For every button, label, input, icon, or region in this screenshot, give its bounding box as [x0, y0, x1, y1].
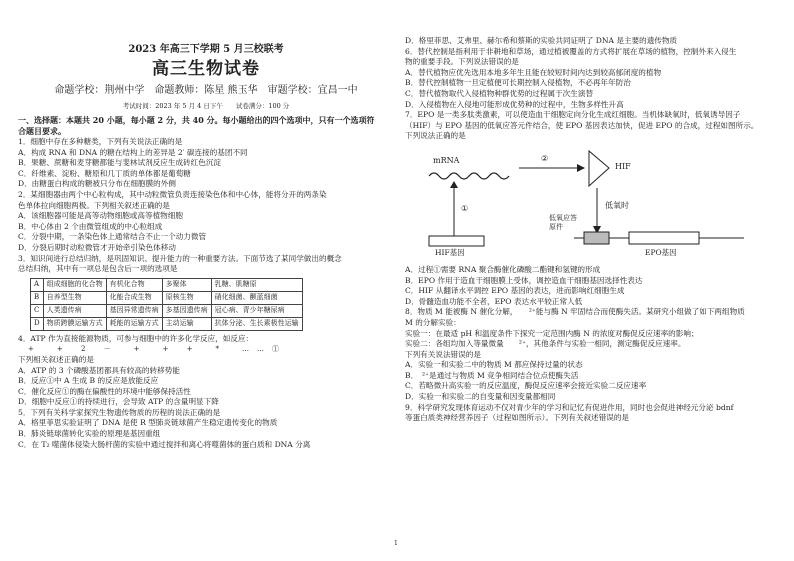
question-stem: 7．EPO 是一类多肽类激素，可以使造血干细胞定向分化生成红细胞。当机体缺氧时，低氧诱导因子	[405, 110, 741, 120]
option: B．肺炎链球菌转化实验的原理是基因重组	[18, 429, 161, 439]
question-5	[18, 408, 394, 450]
table-cell: 耗能的运输方式	[106, 317, 162, 330]
option: A．过程①需要 RNA 聚合酶催化磷酸二酯键和氢键的形成	[405, 264, 601, 274]
question-stem: 总结归纳，其中有一项总是包含后一项的选项是	[18, 264, 178, 274]
question-stem: 下列有关说法错误的是	[405, 349, 481, 359]
option: A．替代植物应优先选用本地多年生且能在较短时间内达到较高郁闭度的植物	[405, 67, 662, 77]
table-cell: 多基因遗传病	[162, 304, 211, 317]
option: B．中心体由 2 个由微管组成的中心粒组成	[18, 221, 163, 231]
left-column	[18, 0, 394, 450]
question-stem: 8．物质 M 能被酶 N 催化分解， ²⁺能与酶 N 牢固结合而使酶失活。某研究小组做了如下两组物质	[405, 307, 745, 317]
question-2	[18, 190, 394, 254]
option: A．ATP 的 3 个磷酸基团都具有较高的转移势能	[18, 365, 180, 375]
question-stem: 5．下列有关科学家探究生物遗传物质的历程的说法正确的是	[18, 407, 221, 417]
table-cell: D	[31, 317, 44, 330]
table-cell: A	[31, 278, 44, 291]
question-1	[18, 137, 394, 190]
option: D．骨髓造血功能不全者，EPO 表达水平较正常人低	[405, 296, 583, 306]
question-stem: 9．科学研究发现体育运动不仅对青少年的学习和记忆有促进作用，同时也会促进神经元分泌 bdnf	[405, 402, 734, 412]
table-row	[31, 304, 303, 317]
label-step1: ①	[461, 203, 469, 213]
question-stem: 物的重要手段。下列说法错误的是	[405, 57, 519, 67]
option: D．分裂后期时动粒微管才开始牵引染色体移动	[18, 242, 176, 252]
table-cell: 物质跨膜运输方式	[43, 317, 106, 330]
option: C．替代植物取代入侵植物种群优势的过程属于次生演替	[405, 88, 594, 98]
question-stem: 实验一：在最适 pH 和温度条件下探究一定范围内酶 N 的浓度对酶促反应速率的影响；	[405, 328, 699, 338]
exam-meta: 考试时间：2023 年 5 月 4 日下午 试卷满分：100 分	[122, 102, 290, 110]
epo-gene-box	[629, 232, 699, 244]
question-stem: 色单体拉向细胞两极。下列相关叙述正确的是	[18, 200, 170, 210]
authors-line: 命题学校：荆州中学 命题教师：陈星 熊玉华 审题学校：宜昌一中	[54, 85, 358, 96]
table-row	[31, 278, 303, 291]
label-step2: ②	[541, 153, 549, 163]
question-4	[18, 334, 394, 408]
option: C．HIF 从翻译水平调控 EPO 基因的表达，进而影响红细胞生成	[405, 286, 625, 296]
label-epo-gene: EPO基因	[645, 247, 677, 257]
table-cell: 组成细胞的化合物	[43, 278, 106, 291]
table-cell: 乳糖、肌糖原	[211, 278, 302, 291]
table-cell: 化能合成生物	[106, 291, 162, 304]
table-cell: 主动运输	[162, 317, 211, 330]
question-stem: 实验二：各组均加入等量微量 ²⁺，其他条件与实验一相同，测定酶促反应速率。	[405, 339, 686, 349]
label-mrna: mRNA	[433, 155, 460, 165]
option: C．若略微升高实验一的反应温度，酶促反应速率会接近实验二反应速率	[405, 381, 647, 391]
table-cell: 原核生物	[162, 291, 211, 304]
question-stem: 下列说法正确的是	[405, 131, 466, 141]
label-hre: 低氧应答原件	[549, 213, 577, 231]
table-cell: 自养型生物	[43, 291, 106, 304]
option: A．该细胞器可能是高等动物细胞或高等植物细胞	[18, 211, 183, 221]
question-stem: 2．某细胞器由两个中心粒构成，其中动粒微管负责连接染色体和中心体，能将分开的两条染	[18, 189, 327, 199]
table-cell: 基因异常遗传病	[106, 304, 162, 317]
question-stem: （HIF）与 EPO 基因的低氧应答元件结合，使 EPO 基因表达加快，促进 EPO 的合成，过程如图所示。	[405, 120, 759, 130]
question-stem: 等蛋白质类神经营养因子（过程如图所示）。下列有关叙述错误的是	[405, 413, 630, 423]
question-stem: 下列相关叙述正确的是	[18, 354, 94, 364]
question-6	[405, 47, 783, 111]
question-stem: 4．ATP 作为直接能源物质，可参与细胞中的许多化学反应，如反应：	[18, 333, 254, 343]
concept-table	[30, 278, 303, 331]
table-cell: 有机化合物	[106, 278, 162, 291]
label-hypoxia: 低氧时	[605, 200, 629, 210]
option: C．纤维素、淀粉、糖原和几丁质的单体都是葡萄糖	[18, 168, 191, 178]
option: C．在 T₂ 噬菌体侵染大肠杆菌的实验中通过搅拌和离心将噬菌体的蛋白质和 DNA 分离	[18, 439, 311, 449]
table-row	[31, 291, 303, 304]
exam-title: 2023 年高三下学期 5 月三校联考	[128, 44, 284, 55]
option: A．实验一和实验二中的物质 M 都应保持过量的状态	[405, 360, 583, 370]
hif-triangle	[589, 151, 609, 186]
option: D．格里菲思、艾弗里、赫尔希和蔡斯的实验共同证明了 DNA 是主要的遗传物质	[405, 36, 678, 45]
label-hif-gene: HIF基因	[435, 247, 465, 257]
hif-gene-box	[429, 236, 484, 246]
option: B． ²⁺是通过与物质 M 竞争相同结合位点使酶失活	[405, 370, 579, 380]
question-stem: 6．替代控制是指利用于非耕地和草场，通过植被覆盖的方式将扩展在草场的植物，控制外来入侵生	[405, 46, 737, 56]
arrowhead-step2	[577, 164, 585, 172]
option: C．分裂中期，一条染色体上通常结合不止一个动力微管	[18, 232, 207, 242]
option: D．由糖蛋白构成的糖被只分布在细胞膜的外侧	[18, 179, 176, 189]
option: A．构成 RNA 和 DNA 的糖在结构上的差异是 2′ 碳连接的基团不同	[18, 147, 248, 157]
table-cell: 抗体分泌、生长素极性运输	[211, 317, 302, 330]
subject-title: 高三生物试卷	[152, 59, 260, 79]
mrna-strand	[429, 173, 509, 179]
table-cell: 冠心病、青少年糖尿病	[211, 304, 302, 317]
question-stem: 3．知识间进行总结归纳，是巩固知识、提升能力的一种重要方法。下面节选了某同学做出的概念	[18, 253, 342, 263]
question-3	[18, 254, 394, 331]
option: D．实验一和实验二的自变量和因变量都相同	[405, 392, 556, 402]
hre-element	[584, 232, 609, 244]
option: B．反应①中 A 生成 B 的反应是放能反应	[18, 376, 159, 386]
option: B．果糖、蔗糖和麦芽糖都能与斐林试剂反应生成砖红色沉淀	[18, 158, 222, 168]
hif-epo-diagram	[419, 146, 749, 261]
table-row	[31, 317, 303, 330]
question-8	[405, 307, 783, 402]
reaction-equation: + + 2 － + + + * ……①	[28, 345, 287, 354]
section-heading: 一、选择题：本题共 20 小题，每小题 2 分，共 40 分。每小题给出的四个选项中，只有一个选项符	[18, 115, 375, 125]
option: D．入侵植物在入侵地可能形成优势种的过程中，生物多样性升高	[405, 99, 624, 109]
question-7	[405, 110, 783, 307]
table-cell: 硝化细菌、颤蓝细菌	[211, 291, 302, 304]
label-hif: HIF	[615, 161, 631, 171]
table-cell: 人类遗传病	[43, 304, 106, 317]
right-column	[405, 36, 783, 424]
question-9	[405, 403, 783, 424]
page-number: 1	[394, 540, 398, 547]
table-cell: C	[31, 304, 44, 317]
option: A．格里菲思实验证明了 DNA 是使 R 型肺炎链球菌产生稳定遗传变化的物质	[18, 418, 278, 428]
section-heading: 合题目要求。	[18, 126, 66, 136]
option: C．催化反应①的酶在偏酸性的环境中能够保持活性	[18, 386, 191, 396]
table-cell: 多聚体	[162, 278, 211, 291]
option: B．EPO 作用于造血干细胞膜上受体，调控造血干细胞基因选择性表达	[405, 275, 643, 285]
table-cell: B	[31, 291, 44, 304]
diagram-svg	[419, 146, 749, 261]
option: D．细胞中反应①的持续进行，会导致 ATP 的含量明显下降	[18, 397, 219, 407]
option: B．替代控制植物一旦定植便可长期控制入侵植物，不必再年年防治	[405, 78, 631, 88]
question-stem: 1．细胞中存在多种糖类，下列有关说法正确的是	[18, 137, 183, 146]
question-stem: M 的分解实验：	[405, 317, 461, 327]
arrowhead-step1	[450, 181, 458, 188]
